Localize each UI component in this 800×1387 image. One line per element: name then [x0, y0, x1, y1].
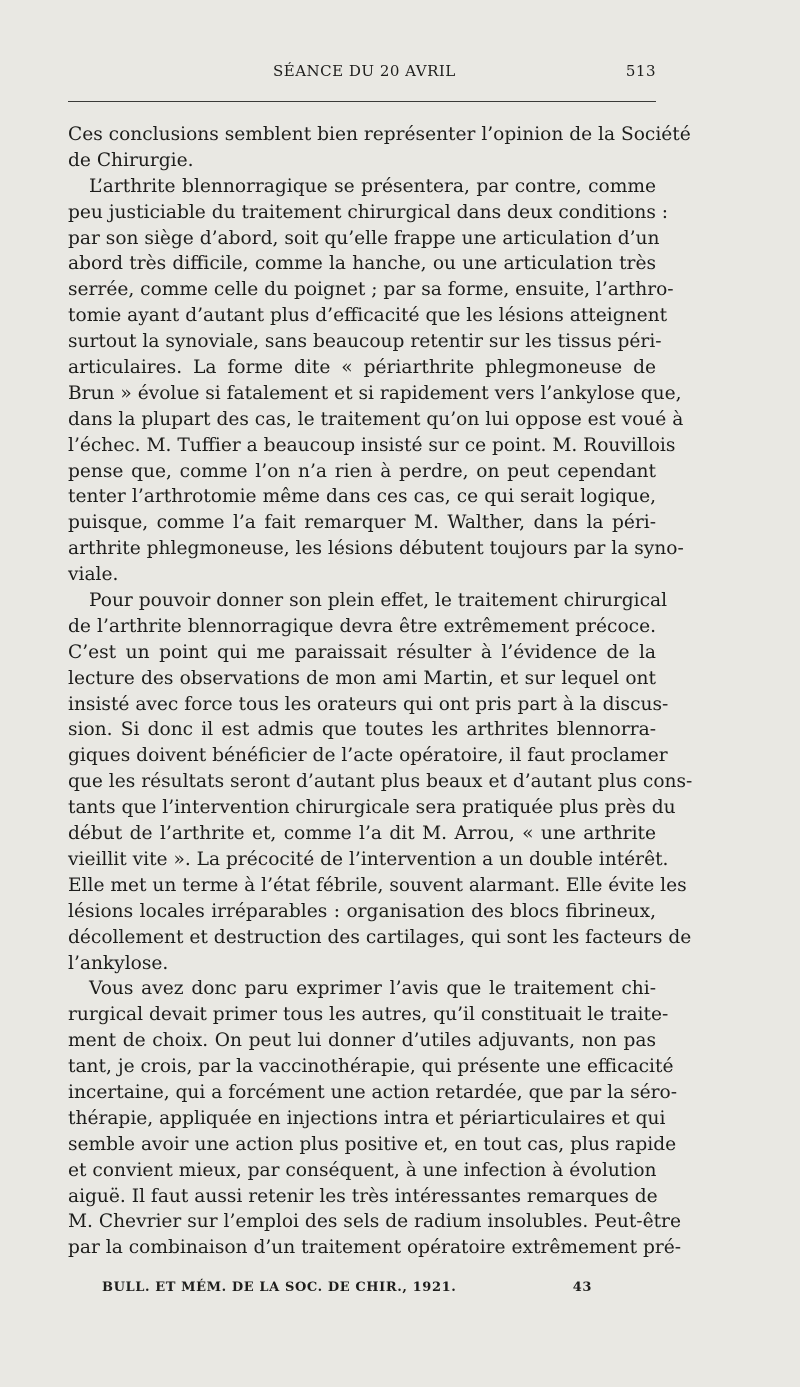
text-line: Pour pouvoir donner son plein effet, le traitement chirurgical — [89, 590, 668, 612]
text-line: tant, je crois, par la vaccinothérapie, qui présente une efficacité — [68, 1056, 674, 1078]
running-header — [68, 62, 656, 86]
text-line: L’arthrite blennorragique se présentera, par contre, comme — [89, 175, 656, 197]
text-line: lecture des observations de mon ami Martin, et sur lequel ont — [68, 667, 656, 689]
text-line: dans la plupart des cas, le traitement qu’on lui oppose est voué à — [68, 408, 684, 430]
text-line: par la combinaison d’un traitement opératoire extrêmement pré- — [68, 1237, 682, 1259]
text-line: tomie ayant d’autant plus d’efficacité que les lésions atteignent — [68, 305, 668, 327]
text-line: l’échec. M. Tuffier a beaucoup insisté sur ce point. M. Rouvillois — [68, 434, 676, 456]
text-line: que les résultats seront d’autant plus beaux et d’autant plus cons- — [68, 771, 693, 793]
text-line: arthrite phlegmoneuse, les lésions débutent toujours par la syno- — [68, 538, 684, 560]
text-line: giques doivent bénéficier de l’acte opératoire, il faut proclamer — [68, 745, 668, 767]
signature-mark: 43 — [572, 1280, 592, 1295]
text-line: de Chirurgie. — [68, 149, 194, 171]
text-line: Ces conclusions semblent bien représenter l’opinion de la Société — [68, 124, 691, 145]
text-line: insisté avec force tous les orateurs qui ont pris part à la discus- — [68, 693, 669, 715]
text-line: puisque, comme l’a fait remarquer M. Walther, dans la péri- — [68, 512, 656, 534]
text-line: par son siège d’abord, soit qu’elle frappe une articulation d’un — [68, 227, 660, 249]
text-line: Brun » évolue si fatalement et si rapidement vers l’ankylose que, — [68, 382, 682, 404]
text-line: M. Chevrier sur l’emploi des sels de radium insolubles. Peut-être — [68, 1211, 681, 1233]
text-line: C’est un point qui me paraissait résulter à l’évidence de la — [68, 641, 656, 663]
text-line: pense que, comme l’on n’a rien à perdre, on peut cependant — [68, 460, 656, 482]
body-text — [68, 122, 693, 1261]
text-line: Vous avez donc paru exprimer l’avis que le traitement chi- — [89, 978, 656, 1000]
text-line: surtout la synoviale, sans beaucoup retentir sur les tissus péri- — [68, 331, 662, 353]
text-line: début de l’arthrite et, comme l’a dit M. Arrou, « une arthrite — [68, 823, 656, 845]
text-line: lésions locales irréparables : organisation des blocs fibrineux, — [68, 900, 656, 922]
text-line: et convient mieux, par conséquent, à une infection à évolution — [68, 1159, 657, 1181]
text-line: semble avoir une action plus positive et, en tout cas, plus rapide — [68, 1133, 677, 1155]
text-line: tenter l’arthrotomie même dans ces cas, ce qui serait logique, — [68, 486, 656, 508]
text-line: tants que l’intervention chirurgicale sera pratiquée plus près du — [68, 797, 676, 819]
text-line: peu justiciable du traitement chirurgical dans deux conditions : — [68, 201, 669, 223]
page-footer — [102, 1280, 592, 1302]
page-number: 513 — [625, 62, 656, 80]
text-line: sion. Si donc il est admis que toutes les arthrites blennorra- — [68, 719, 656, 741]
text-line: abord très difficile, comme la hanche, ou une articulation très — [68, 253, 656, 275]
text-line: de l’arthrite blennorragique devra être extrêmement précoce. — [68, 615, 656, 637]
text-line: incertaine, qui a forcément une action retardée, que par la séro- — [68, 1081, 677, 1103]
header-rule — [68, 101, 656, 102]
text-line: articulaires. La forme dite « périarthrite phlegmoneuse de — [68, 357, 656, 379]
journal-citation: BULL. ET MÉM. DE LA SOC. DE CHIR., 1921. — [102, 1280, 457, 1295]
text-line: serrée, comme celle du poignet ; par sa forme, ensuite, l’arthro- — [68, 279, 674, 301]
text-line: thérapie, appliquée en injections intra et périarticulaires et qui — [68, 1107, 666, 1129]
text-line: l’ankylose. — [68, 952, 169, 974]
text-line: rurgical devait primer tous les autres, qu’il constituait le traite- — [68, 1004, 669, 1026]
text-line: aiguë. Il faut aussi retenir les très intéressantes remarques de — [68, 1185, 658, 1207]
text-line: viale. — [68, 564, 119, 586]
text-line: vieillit vite ». La précocité de l’intervention a un double intérêt. — [68, 848, 669, 870]
header-title: SÉANCE DU 20 AVRIL — [273, 62, 456, 80]
text-line: Elle met un terme à l’état fébrile, souvent alarmant. Elle évite les — [68, 874, 687, 896]
text-line: décollement et destruction des cartilages, qui sont les facteurs de — [68, 926, 692, 948]
text-line: ment de choix. On peut lui donner d’utiles adjuvants, non pas — [68, 1030, 656, 1052]
